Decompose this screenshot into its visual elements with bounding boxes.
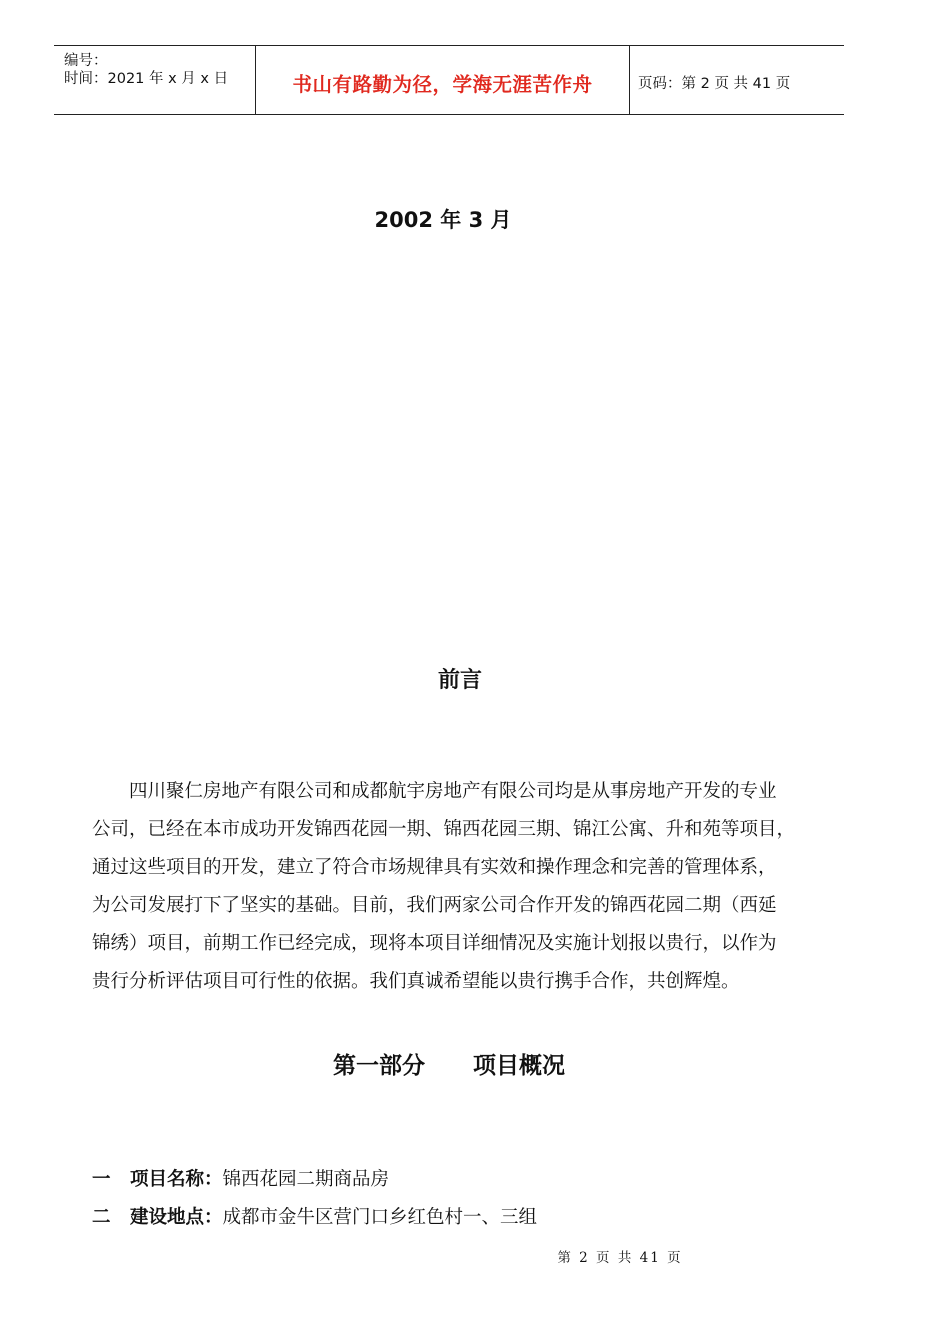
cover-date: 2002 年 3 月 <box>374 208 512 232</box>
preface-line: 四川聚仁房地产有限公司和成都航宇房地产有限公司均是从事房地产开发的专业 <box>129 781 777 802</box>
item-label: 项目名称： <box>130 1169 223 1190</box>
construction-site-item <box>92 1203 537 1229</box>
project-name-item <box>92 1165 389 1191</box>
item-value: 成都市金牛区营门口乡红色村一、三组 <box>222 1207 538 1228</box>
header-page-info: 页码：第 2 页 共 41 页 <box>638 76 791 92</box>
preface-paragraph <box>92 773 822 1001</box>
time-label: 时间：2021 年 x 月 x 日 <box>64 71 229 87</box>
header-meta-cell <box>54 46 256 114</box>
item-number: 二 <box>92 1207 111 1228</box>
header-motto-cell <box>256 46 630 114</box>
motto-text: 书山有路勤为径，学海无涯苦作舟 <box>292 73 593 96</box>
preface-line: 贵行分析评估项目可行性的依据。我们真诚希望能以贵行携手合作，共创辉煌。 <box>92 971 740 992</box>
page-header <box>54 45 844 115</box>
preface-heading: 前言 <box>437 668 482 693</box>
header-page-cell <box>630 46 844 114</box>
preface-line: 通过这些项目的开发，建立了符合市场规律具有实效和操作理念和完善的管理体系， <box>92 857 777 878</box>
item-label: 建设地点： <box>130 1207 223 1228</box>
part-one-heading: 第一部分 项目概况 <box>332 1053 566 1079</box>
preface-line: 锦绣）项目，前期工作已经完成，现将本项目详细情况及实施计划报以贵行，以作为 <box>92 933 777 954</box>
serial-number-label: 编号： <box>64 53 108 69</box>
preface-line: 公司，已经在本市成功开发锦西花园一期、锦西花园三期、锦江公寓、升和苑等项目， <box>92 819 796 840</box>
page-footer: 第 2 页 共 41 页 <box>557 1250 683 1266</box>
preface-line: 为公司发展打下了坚实的基础。目前，我们两家公司合作开发的锦西花园二期（西延 <box>92 895 777 916</box>
item-number: 一 <box>92 1169 111 1190</box>
item-value: 锦西花园二期商品房 <box>222 1169 390 1190</box>
